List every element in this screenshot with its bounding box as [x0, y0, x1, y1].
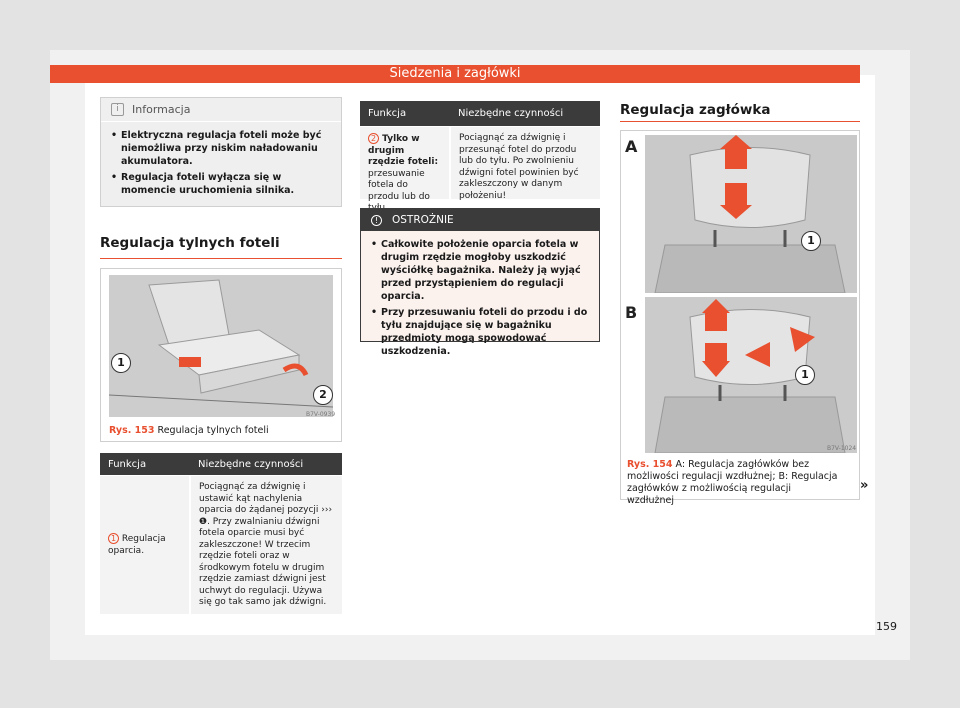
callout-2: 2 — [313, 385, 333, 405]
info-bullet: • Regulacja foteli wyłącza się w momencie uruchomienia silnika. — [111, 171, 331, 197]
continued-marker: » — [860, 478, 869, 493]
figure-number: Rys. 153 — [109, 425, 155, 436]
page-number: 159 — [876, 620, 897, 633]
figure-caption-text: Regulacja tylnych foteli — [157, 425, 269, 436]
warning-bullet: • Całkowite położenie oparcia fotela w drugim rzędzie mogłoby uszkodzić wyściółkę bagażnika. Należy ją wyjąć przed przystąpieniem do regulacji oparcia. — [371, 238, 589, 303]
table-col-actions: Niezbędne czynności — [458, 108, 564, 119]
callout-1: 1 — [801, 231, 821, 251]
info-bullet: • Elektryczna regulacja foteli może być niemożliwa przy niskim naładowaniu akumulatora. — [111, 129, 331, 168]
figure-code: B7V-0939 — [306, 411, 336, 418]
number-badge: 1 — [108, 533, 119, 544]
table-cell-function — [100, 476, 189, 614]
callout-1: 1 — [795, 365, 815, 385]
figure-154 — [620, 130, 860, 506]
warning-title: OSTROŻNIE — [392, 214, 454, 226]
callout-1: 1 — [111, 353, 131, 373]
table-col-actions: Niezbędne czynności — [198, 458, 304, 470]
warning-header — [361, 209, 599, 231]
headrest-a-illustration — [645, 135, 857, 293]
table-header — [360, 101, 600, 126]
table-header — [100, 453, 342, 475]
warning-icon: ! — [371, 215, 382, 226]
section-rule — [620, 121, 860, 122]
table-cell-actions: Pociągnąć za dźwignię i ustawić kąt nachylenia oparcia do żądanej pozycji ››› ❶. Przy zwalnianiu dźwigni fotela oparcie musi być zakleszczone! W trzecim rzędzie foteli oraz w środkowym fotelu w drugim rzędzie zamiast dźwigni jest uchwyt do regulacji. Używa się go tak samo jak dźwigni. — [191, 476, 342, 614]
info-box — [100, 97, 342, 207]
table-col-function: Funkcja — [108, 458, 147, 470]
function-bold-text: Tylko w drugim rzędzie foteli: — [368, 134, 439, 167]
info-header — [101, 98, 341, 122]
section-rule — [100, 258, 342, 259]
headrest-a-drawing — [645, 135, 857, 293]
warning-box — [360, 208, 600, 357]
figure-153 — [100, 268, 342, 442]
figure-letter-a: A — [625, 137, 638, 156]
section-title-headrest: Regulacja zagłówka — [620, 102, 771, 118]
headrest-b-drawing — [645, 297, 857, 453]
headrest-b-illustration — [645, 297, 857, 453]
rear-seat-drawing — [109, 275, 336, 418]
table-cell-function — [360, 127, 449, 202]
rear-seat-illustration — [109, 275, 336, 418]
section-title-rear-seats: Regulacja tylnych foteli — [100, 235, 280, 251]
figure-letter-b: B — [625, 303, 638, 322]
figure-number: Rys. 154 — [627, 459, 673, 470]
chapter-header: Siedzenia i zagłówki — [50, 65, 860, 83]
warning-bullet: • Przy przesuwaniu foteli do przodu i do tyłu znajdujące się w bagażniku przedmioty mogą spowodować uszkodzenia. — [371, 306, 589, 358]
table-cell-actions: Pociągnąć za dźwignię i przesunąć fotel do przodu lub do tyłu. Po zwolnieniu dźwigni fotel powinien być zakleszczony w danym położeniu! — [451, 127, 600, 199]
figure-code: B7V-1024 — [827, 445, 857, 452]
figure-caption — [109, 425, 269, 437]
info-title: Informacja — [132, 103, 191, 116]
function-text: Regulacja oparcia. — [108, 534, 166, 556]
number-badge: 2 — [368, 133, 379, 144]
info-icon: i — [111, 103, 124, 116]
figure-caption-text: A: Regulacja zagłówków bez możliwości regulacji wzdłużnej; B: Regulacja zagłówków z możliwością regulacji wzdłużnej — [627, 459, 838, 506]
figure-caption — [627, 459, 841, 507]
table-col-function: Funkcja — [368, 108, 407, 119]
function-text: przesuwanie fotela do przodu lub do — [368, 168, 430, 202]
